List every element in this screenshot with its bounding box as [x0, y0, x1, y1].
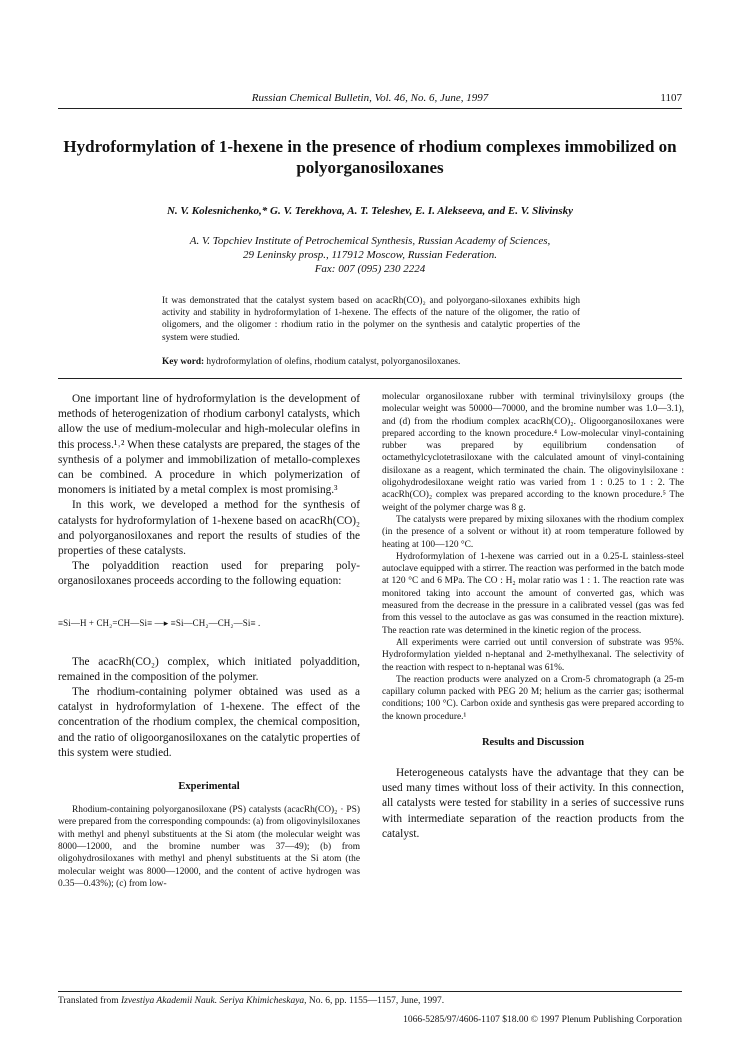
- body-paragraph: One important line of hydroformylation is the development of methods of heterogenization of rhodium carbonyl catalysts, which allow the use of medium-molecular and high-molecular olefins in this process.¹˒² When these catalysts are prepared, the stages of the synthesis of a polymer and immobilization of metallo-complexes can be combined. A procedure in which polymerization of monomers is initiated by a metal complex is most promising.³: [58, 393, 360, 497]
- body-paragraph: In this work, we developed a method for the synthesis of catalysts for hydroformylation of 1-hexene based on acacRh(CO)₂ and polyorganosiloxanes and report the results of studies of the properties of these catalysts.: [58, 499, 360, 558]
- section-heading-experimental: Experimental: [178, 781, 240, 793]
- author-list: N. V. Kolesnichenko,* G. V. Terekhova, A. T. Teleshev, E. I. Alekseeva, and E. V. Slivinsky: [166, 205, 574, 217]
- copyright-line: 1066-5285/97/4606-1107 $18.00 © 1997 Plenum Publishing Corporation: [403, 1015, 682, 1025]
- body-paragraph: Heterogeneous catalysts have the advantage that they can be used many times without loss of their activity. In this connection, all catalysts were tested for stability in a series of successive runs with intermediate separation of the reaction products from the catalyst.: [382, 767, 684, 840]
- affiliation-line: 29 Leninsky prosp., 117912 Moscow, Russian Federation.: [243, 249, 497, 261]
- body-paragraph: The acacRh(CO₂) complex, which initiated polyaddition, remained in the composition of the polymer.: [58, 655, 360, 683]
- header-rule: [58, 108, 682, 109]
- body-paragraph: Rhodium-containing polyorganosiloxane (PS) catalysts (acacRh(CO)₂ · PS) were prepared from the corresponding compounds: (a) from oligovinylsiloxanes with methyl and phenyl substituents at the Si atom (the molecular weight was 8000—12000, and the bromine number was 37—49); (b) from oligohydrosiloxanes with methyl and phenyl substituents at the Si atom (the molecular weight was 8000—12000, and the content of active hydrogen was 0.35—0.43%); (c) from low-: [58, 805, 360, 889]
- article-title: Hydroformylation of 1-hexene in the presence of rhodium complexes immobilized on polyorganosiloxanes: [63, 137, 677, 177]
- body-paragraph: The rhodium-containing polymer obtained was used as a catalyst in hydroformylation of 1-hexene. The effect of the concentration of the rhodium complex, the chemical composition, and the ratio of oligoorganosiloxanes on the catalytic properties of this system were studied.: [58, 686, 360, 759]
- running-head: Russian Chemical Bulletin, Vol. 46, No. 6, June, 1997: [251, 92, 489, 104]
- abstract: It was demonstrated that the catalyst system based on acacRh(CO)₂ and polyorgano-siloxanes exhibits high activity and stability in hydroformylation of 1-hexene. The effects of the nature of the oligomer, the ratio of oligomers, and the oligomer : rhodium ratio in the polymer on the synthesis and catalytic properties of the system were studied.: [162, 296, 580, 343]
- abstract-rule: [58, 378, 682, 379]
- translation-prefix: Translated from: [58, 996, 119, 1006]
- affiliation-line: A. V. Topchiev Institute of Petrochemical Synthesis, Russian Academy of Sciences,: [189, 235, 551, 247]
- body-paragraph: Hydroformylation of 1-hexene was carried out in a 0.25-L stainless-steel autoclave equipped with a stirrer. The reaction was performed in the batch mode at 120 °C and 6 MPa. The CO : H₂ molar ratio was 1 : 1. The reaction rate was monitored taking into account the amount of converted gas, which was measured from the decrease in the pressure in a calibrated vessel (gas was fed from this vessel to the autoclave as gas was consumed in the reaction mixture). The reaction rate was determined in the kinetic region of the process.: [382, 551, 684, 636]
- translation-details: No. 6, pp. 1155—1157, June, 1997.: [308, 996, 445, 1006]
- page-number: 1107: [660, 92, 682, 104]
- body-paragraph: The polyaddition reaction used for preparing poly-organosiloxanes proceeds according to the following equation:: [58, 560, 360, 588]
- section-heading-results: Results and Discussion: [481, 737, 585, 749]
- body-paragraph: The catalysts were prepared by mixing siloxanes with the rhodium complex (in the presence of a solvent or without it) at room temperature followed by heating at 100—120 °C.: [382, 514, 684, 550]
- translation-source: Izvestiya Akademii Nauk. Seriya Khimicheskaya,: [120, 996, 307, 1006]
- affiliation: [100, 234, 640, 276]
- keywords: [162, 356, 580, 368]
- keywords-label: Key word:: [162, 357, 205, 367]
- translation-note: [58, 996, 682, 1006]
- body-paragraph: All experiments were carried out until conversion of substrate was 95%. Hydroformylation yielded n-heptanal and 2-methylhexanal. The selectivity of the reaction with respect to n-heptanal was 61%.: [382, 637, 684, 673]
- right-column: [382, 391, 684, 842]
- reaction-equation: ≡Si—H + CH₂=CH—Si≡ —▸ ≡Si—CH₂—CH₂—Si≡ .: [58, 617, 261, 628]
- body-paragraph: molecular organosiloxane rubber with terminal trivinylsiloxy groups (the molecular weight was 50000—70000, and the bromine number was 1.0—3.1), and (d) from the rhodium complex acacRh(CO)₂. Oligoorganosiloxanes were prepared according to the known procedure.⁴ Low-molecular vinyl-containing rubber was prepared by equilibrium condensation of octamethylcyclotetrasiloxane with the calculated amount of vinyl-containing disiloxane as a reagent, which terminated the chain. The oligovinylsiloxane : oligohydrodesiloxane weight ratio was varied from 1 : 0.25 to 1 : 2. The acacRh(CO)₂ complex was prepared according to the known procedure.⁵ The weight of the polymer charge was 8 g.: [382, 392, 684, 513]
- left-column: [58, 392, 360, 890]
- footer-rule: [58, 991, 682, 992]
- body-paragraph: The reaction products were analyzed on a Crom-5 chromatograph (a 25-m capillary column packed with PEG 20 M; helium as the carrier gas; isothermal conditions; 100 °C). Carbon oxide and synthesis gas were prepared according to the known procedure.¹: [382, 674, 684, 722]
- keywords-text: hydroformylation of olefins, rhodium catalyst, polyorganosiloxanes.: [206, 357, 461, 367]
- affiliation-line: Fax: 007 (095) 230 2224: [314, 263, 426, 275]
